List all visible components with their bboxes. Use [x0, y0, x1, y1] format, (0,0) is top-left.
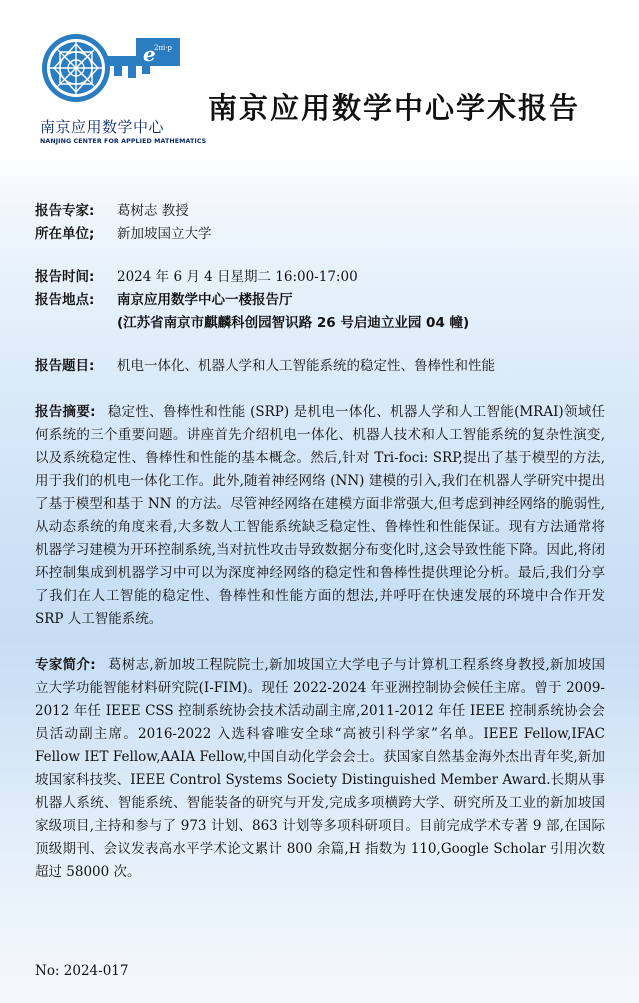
place-value: 南京应用数学中心一楼报告厅 — [117, 292, 293, 308]
bio-text: 葛树志,新加坡工程院院士,新加坡国立大学电子与计算机工程系终身教授,新加坡国立大学功能智能材料研究院(I-FIM)。现任 2022-2024 年亚洲控制协会候任主席。曾于 2009-2012 年任 IEEE CSS 控制系统协会技术活动副主席,2011-2012 年任 IEEE 控制系统协会会员活动副主席。2016-2022 入选科睿唯安全球“高被引科学家”名单。IEEE Fellow,IFAC Fellow IET Fellow,AAIA Fellow,中国自动化学会会士。获国家自然基金海外杰出青年奖,新加坡国家科技奖、IEEE Control Systems Society Distinguished Member Award.长期从事机器人系统、智能系统、智能装备的研究与开发,完成多项横跨大学、研究所及工业的新加坡国家级项目,主持和参与了 973 计划、863 计划等多项科研项目。目前完成学术专著 9 部,在国际顶级期刊、会议发表高水平学术论文累计 800 余篇,H 指数为 110,Google Scholar 引用次数超过 58000 次。 — [35, 657, 606, 880]
abstract-paragraph — [35, 401, 605, 631]
logo-formula-base: e — [143, 42, 156, 66]
place-detail: (江苏省南京市麒麟科创园智识路 26 号启迪立业园 04 幢) — [117, 315, 470, 331]
unit-row — [35, 223, 605, 246]
speaker-label: 报告专家: — [35, 203, 95, 219]
topic-row — [35, 355, 605, 378]
unit-value: 新加坡国立大学 — [117, 226, 212, 242]
abstract-label: 报告摘要: — [35, 404, 96, 420]
time-label: 报告时间: — [35, 269, 95, 285]
report-content — [35, 200, 605, 884]
topic-label: 报告题目: — [35, 358, 95, 374]
time-row — [35, 266, 605, 289]
place-label: 报告地点: — [35, 292, 95, 308]
logo-formula-exponent: 2πi·p — [154, 44, 172, 52]
abstract-text: 稳定性、鲁棒性和性能 (SRP) 是机电一体化、机器人学和人工智能(MRAI)领域任何系统的三个重要问题。讲座首先介绍机电一体化、机器人技术和人工智能系统的复杂性演变,以及系统稳定性、鲁棒性和性能的基本概念。然后,针对 Tri-foci: SRP,提出了基于模型的方法,用于我们的机电一体化工作。此外,随着神经网络 (NN) 建模的引入,我们在机器人学研究中提出了基于模型和基于 NN 的方法。尽管神经网络在建模方面非常强大,但考虑到神经网络的脆弱性,从动态系统的角度来看,大多数人工智能系统缺乏稳定性、鲁棒性和性能保证。现有方法通常将机器学习建模为开环控制系统,当对抗性攻击导致数据分布变化时,这会导致性能下降。因此,将闭环控制集成到机器学习中可以为深度神经网络的稳定性和鲁棒性提供理论分析。最后,我们分享了我们在人工智能的稳定性、鲁棒性和性能方面的想法,并呼吁在快速发展的环境中合作开发 SRP 人工智能系统。 — [35, 404, 605, 627]
time-value: 2024 年 6 月 4 日星期二 16:00-17:00 — [117, 269, 358, 285]
logo-text-cn: 南京应用数学中心 — [40, 118, 165, 136]
report-number: No: 2024-017 — [35, 963, 129, 979]
speaker-value: 葛树志 教授 — [117, 203, 189, 219]
topic-value: 机电一体化、机器人学和人工智能系统的稳定性、鲁棒性和性能 — [117, 358, 495, 374]
bio-label: 专家简介: — [35, 657, 96, 673]
speaker-row — [35, 200, 605, 223]
header — [0, 0, 639, 160]
logo-text-en: NANJING CENTER FOR APPLIED MATHEMATICS — [40, 138, 207, 145]
page-title: 南京应用数学中心学术报告 — [208, 91, 581, 125]
place-row — [35, 289, 605, 312]
unit-label: 所在单位; — [35, 226, 95, 242]
bio-paragraph — [35, 654, 605, 884]
